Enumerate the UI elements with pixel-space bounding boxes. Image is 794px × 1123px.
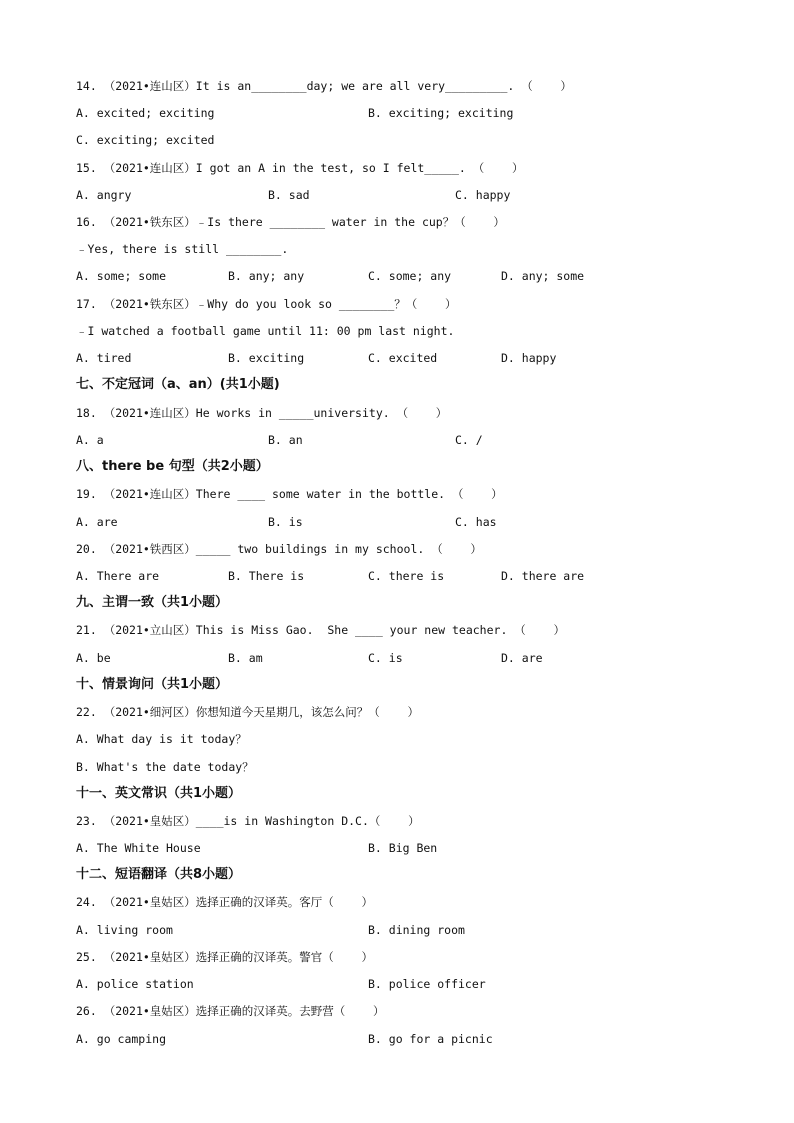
question-21-options <box>0 650 794 666</box>
option-a[interactable]: A. excited; exciting <box>76 106 215 120</box>
section-heading-9: 九、主谓一致（共1小题） <box>76 595 229 610</box>
option-b[interactable]: B. exciting; exciting <box>368 106 514 120</box>
option-a[interactable]: A. tired <box>76 351 132 365</box>
option-b[interactable]: B. dining room <box>368 923 465 937</box>
question-24-stem: 24. （2021•皇姑区）选择正确的汉译英。客厅（ ） <box>76 895 374 909</box>
option-d[interactable]: D. any; some <box>501 269 585 283</box>
option-a[interactable]: A. go camping <box>76 1032 167 1046</box>
question-23-stem: 23. （2021•皇姑区）____is in Washington D.C.（ ） <box>76 814 420 828</box>
question-15-stem: 15. （2021•连山区）I got an A in the test, so I felt_____. （ ） <box>76 161 524 175</box>
question-22-stem: 22. （2021•细河区）你想知道今天星期几，该怎么问？（ ） <box>76 705 420 719</box>
question-26-options <box>0 1031 794 1047</box>
question-14-stem: 14. （2021•连山区）It is an________day; we are all very_________. （ ） <box>76 79 572 93</box>
option-a[interactable]: A. What day is it today？ <box>76 732 247 746</box>
option-b[interactable]: B. There is <box>228 569 305 583</box>
option-a[interactable]: A. The White House <box>76 841 201 855</box>
option-a[interactable]: A. There are <box>76 569 160 583</box>
option-c[interactable]: C. / <box>455 433 483 447</box>
option-a[interactable]: A. be <box>76 651 111 665</box>
question-16-options <box>0 268 794 284</box>
option-b[interactable]: B. an <box>268 433 303 447</box>
option-a[interactable]: A. angry <box>76 188 132 202</box>
option-c[interactable]: C. is <box>368 651 403 665</box>
option-c[interactable]: C. excited <box>368 351 438 365</box>
option-a[interactable]: A. living room <box>76 923 173 937</box>
option-b[interactable]: B. exciting <box>228 351 305 365</box>
option-a[interactable]: A. some; some <box>76 269 167 283</box>
question-17-stem: 17. （2021•铁东区）﹣Why do you look so ________？（ ） <box>76 297 457 311</box>
question-19-options <box>0 514 794 530</box>
option-c[interactable]: C. exciting; excited <box>76 133 215 147</box>
question-18-options <box>0 432 794 448</box>
section-heading-12: 十二、短语翻译（共8小题） <box>76 867 242 882</box>
option-d[interactable]: D. there are <box>501 569 585 583</box>
question-25-options <box>0 976 794 992</box>
option-d[interactable]: D. are <box>501 651 543 665</box>
question-14-options <box>0 105 794 121</box>
option-a[interactable]: A. a <box>76 433 104 447</box>
question-16-stem: 16. （2021•铁东区）﹣Is there ________ water in the cup？（ ） <box>76 215 505 229</box>
option-b[interactable]: B. What's the date today？ <box>76 760 254 774</box>
question-22-option-b-row <box>0 759 794 775</box>
question-23-options <box>0 840 794 856</box>
option-b[interactable]: B. sad <box>268 188 310 202</box>
question-25-stem: 25. （2021•皇姑区）选择正确的汉译英。警官（ ） <box>76 950 374 964</box>
question-17-options <box>0 350 794 366</box>
question-17-stem-reply: ﹣I watched a football game until 11: 00 pm last night. <box>76 324 455 338</box>
option-c[interactable]: C. there is <box>368 569 445 583</box>
question-15-options <box>0 187 794 203</box>
option-b[interactable]: B. Big Ben <box>368 841 438 855</box>
question-20-stem: 20. （2021•铁西区）_____ two buildings in my school. （ ） <box>76 542 482 556</box>
option-b[interactable]: B. is <box>268 515 303 529</box>
option-b[interactable]: B. go for a picnic <box>368 1032 493 1046</box>
option-d[interactable]: D. happy <box>501 351 557 365</box>
section-heading-11: 十一、英文常识（共1小题） <box>76 786 242 801</box>
question-21-stem: 21. （2021•立山区）This is Miss Gao. She ____ your new teacher. （ ） <box>76 623 565 637</box>
option-c[interactable]: C. happy <box>455 188 511 202</box>
question-20-options <box>0 568 794 584</box>
question-24-options <box>0 922 794 938</box>
question-22-option-a-row <box>0 731 794 747</box>
option-a[interactable]: A. police station <box>76 977 194 991</box>
question-18-stem: 18. （2021•连山区）He works in _____university. （ ） <box>76 406 448 420</box>
question-26-stem: 26. （2021•皇姑区）选择正确的汉译英。去野营（ ） <box>76 1004 385 1018</box>
section-heading-7: 七、不定冠词（a、an）(共1小题) <box>76 377 280 392</box>
option-a[interactable]: A. are <box>76 515 118 529</box>
option-b[interactable]: B. any; any <box>228 269 305 283</box>
option-b[interactable]: B. police officer <box>368 977 486 991</box>
option-b[interactable]: B. am <box>228 651 263 665</box>
section-heading-10: 十、情景询问（共1小题） <box>76 677 229 692</box>
question-16-stem-reply: ﹣Yes, there is still ________. <box>76 242 289 256</box>
question-14-options-2 <box>0 132 794 148</box>
option-c[interactable]: C. some; any <box>368 269 452 283</box>
section-heading-8: 八、there be 句型（共2小题） <box>76 459 269 474</box>
option-c[interactable]: C. has <box>455 515 497 529</box>
question-19-stem: 19. （2021•连山区）There ____ some water in the bottle. （ ） <box>76 487 503 501</box>
